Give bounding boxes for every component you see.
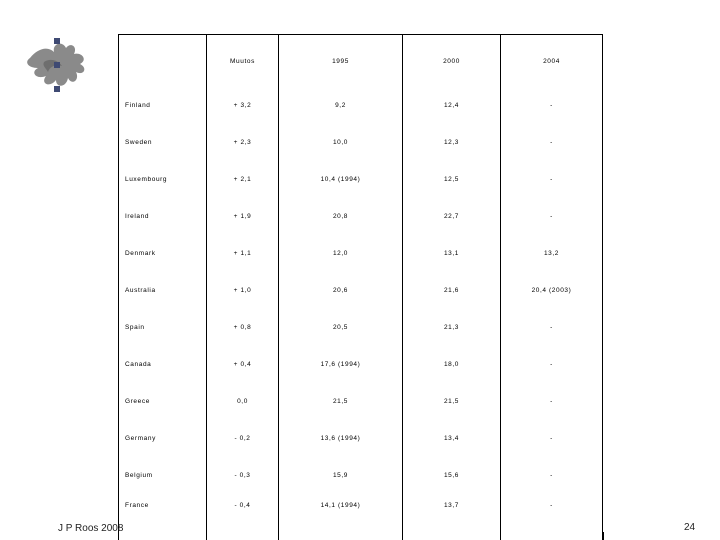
value-cell: 12,3 (403, 124, 501, 161)
table-row (119, 309, 603, 346)
table-row (119, 383, 603, 420)
value-cell: 21,3 (403, 309, 501, 346)
value-cell: - (501, 457, 603, 494)
table-row (119, 235, 603, 272)
value-cell: - (501, 124, 603, 161)
value-cell: 13,1 (403, 235, 501, 272)
country-cell: France (119, 494, 207, 540)
value-cell: + 0,8 (207, 309, 279, 346)
value-cell: 17,6 (1994) (279, 346, 403, 383)
table-row (119, 457, 603, 494)
table-row (119, 272, 603, 309)
table-row (119, 346, 603, 383)
value-cell: 20,8 (279, 198, 403, 235)
bullet-marker (54, 38, 60, 44)
table-row (119, 87, 603, 124)
table-row (119, 161, 603, 198)
value-cell: - (501, 87, 603, 124)
bullet-marker (54, 62, 60, 68)
country-cell: Denmark (119, 235, 207, 272)
value-cell: 12,0 (279, 235, 403, 272)
value-cell: + 2,3 (207, 124, 279, 161)
value-cell: - 0,2 (207, 420, 279, 457)
value-cell: 13,2 (501, 235, 603, 272)
value-cell: + 3,2 (207, 87, 279, 124)
table-row (119, 420, 603, 457)
value-cell: 15,6 (403, 457, 501, 494)
value-cell: - (501, 161, 603, 198)
country-cell: Greece (119, 383, 207, 420)
author-footer: J P Roos 2008 (58, 523, 124, 534)
country-cell: Sweden (119, 124, 207, 161)
value-cell: - (501, 198, 603, 235)
value-cell: 15,9 (279, 457, 403, 494)
value-cell: 13,4 (403, 420, 501, 457)
value-cell: 0,0 (207, 383, 279, 420)
value-cell: 14,1 (1994) (279, 494, 403, 540)
country-cell: Canada (119, 346, 207, 383)
country-cell: Australia (119, 272, 207, 309)
value-cell: + 1,0 (207, 272, 279, 309)
value-cell: + 1,9 (207, 198, 279, 235)
value-cell: 18,0 (403, 346, 501, 383)
value-cell: 20,4 (2003) (501, 272, 603, 309)
value-cell: 20,6 (279, 272, 403, 309)
column-header: 1995 (279, 35, 403, 88)
value-cell: + 2,1 (207, 161, 279, 198)
value-cell: 21,5 (403, 383, 501, 420)
country-cell: Belgium (119, 457, 207, 494)
value-cell: 21,6 (403, 272, 501, 309)
value-cell: - (501, 420, 603, 457)
data-table (118, 34, 603, 540)
page-number: 24 (684, 522, 696, 533)
value-cell: 10,0 (279, 124, 403, 161)
value-cell: - (501, 383, 603, 420)
value-cell: 13,7 (403, 494, 501, 540)
value-cell: 22,7 (403, 198, 501, 235)
column-header (119, 35, 207, 88)
value-cell: - (501, 309, 603, 346)
country-cell: Ireland (119, 198, 207, 235)
value-cell: 9,2 (279, 87, 403, 124)
column-header: Muutos (207, 35, 279, 88)
value-cell: 21,5 (279, 383, 403, 420)
value-cell: 12,4 (403, 87, 501, 124)
country-cell: Finland (119, 87, 207, 124)
value-cell: 10,4 (1994) (279, 161, 403, 198)
value-cell: - (501, 494, 603, 540)
value-cell: + 1,1 (207, 235, 279, 272)
country-cell: Germany (119, 420, 207, 457)
table-row (119, 198, 603, 235)
value-cell: - (501, 346, 603, 383)
table-header-row (119, 35, 603, 88)
country-cell: Luxembourg (119, 161, 207, 198)
column-header: 2000 (403, 35, 501, 88)
table-row (119, 124, 603, 161)
column-header: 2004 (501, 35, 603, 88)
value-cell: 12,5 (403, 161, 501, 198)
value-cell: 20,5 (279, 309, 403, 346)
value-cell: - 0,3 (207, 457, 279, 494)
table-continuation (118, 532, 604, 540)
value-cell: 13,6 (1994) (279, 420, 403, 457)
value-cell: + 0,4 (207, 346, 279, 383)
bullet-marker (54, 86, 60, 92)
value-cell: - 0,4 (207, 494, 279, 540)
country-cell: Spain (119, 309, 207, 346)
